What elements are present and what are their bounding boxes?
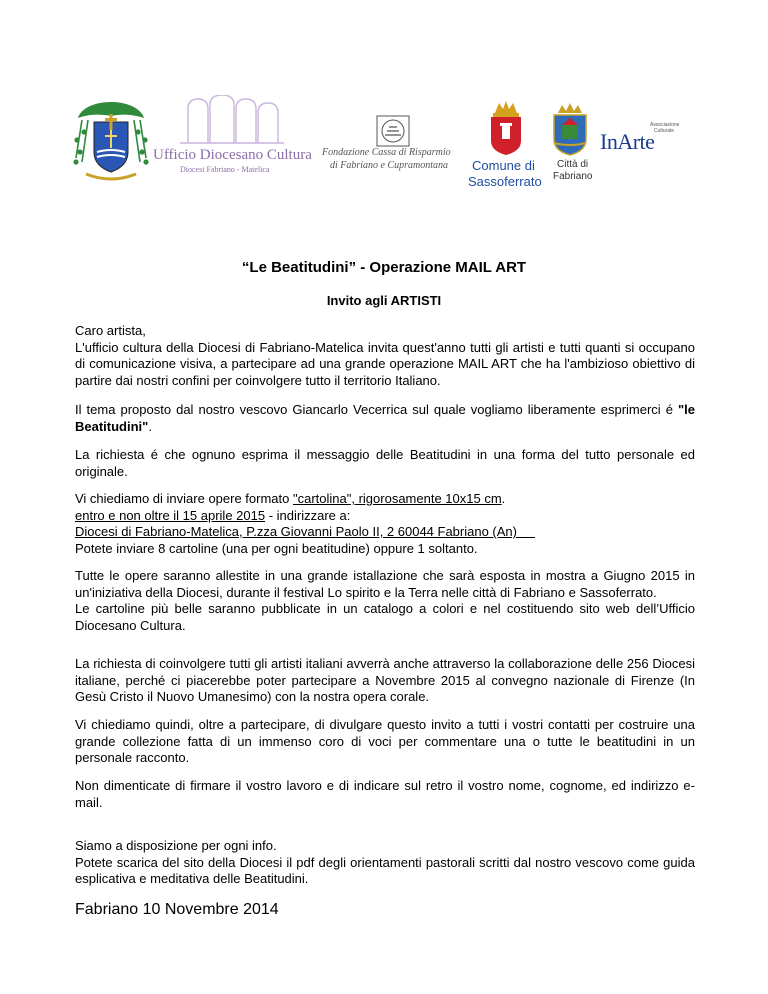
paragraph-deadline (75, 508, 695, 525)
format-text: Vi chiediamo di inviare opere formato (75, 491, 293, 506)
theme-bold: "le Beatitudini" (75, 402, 695, 434)
comune-line1: Comune di (472, 158, 535, 173)
format-underlined: "cartolina", rigorosamente 10x15 cm (293, 491, 502, 506)
inarte-small-label-2: Culturale (654, 128, 675, 134)
paragraph-info: Siamo a disposizione per ogni info. (75, 838, 277, 853)
body-block-6 (75, 656, 695, 706)
body-block-3 (75, 447, 695, 480)
document-subtitle: Invito agli ARTISTI (326, 293, 442, 308)
paragraph-share: Vi chiediamo quindi, oltre a partecipare, di divulgare questo invito a tutti i vostri contatti per costruire una grande collezione fatta di un immenso coro di voci per commentare una o tutte le beatitudini in un personale racconto. (75, 717, 695, 765)
body-block-5 (75, 568, 695, 634)
theme-end: . (148, 418, 152, 434)
paragraph-pdf: Potete scarica del sito della Diocesi il pdf degli orientamenti pastorali scritti dal nostro vescovo come guida esplicativa e meditativa delle Beatitudini. (75, 854, 695, 886)
inarte-small-label-1: Associazione (650, 122, 680, 128)
deadline-text: - indirizzare a: (265, 507, 351, 523)
citta-line1: Città di (557, 159, 589, 170)
greeting: Caro artista, (75, 323, 146, 338)
paragraph-address (75, 524, 695, 541)
format-end: . (501, 491, 506, 506)
body-block-7 (75, 717, 695, 767)
document-title: “Le Beatitudini” - Operazione MAIL ART (241, 259, 527, 276)
fondazione-subtitle: di Fabriano e Cupramontana (330, 160, 449, 171)
fondazione-title: Fondazione Cassa di Risparmio (322, 147, 451, 158)
paragraph-theme (75, 402, 695, 435)
fondazione-emblem-logo (376, 115, 410, 147)
ufficio-title: Ufficio Diocesano Cultura (153, 147, 312, 163)
body-block-8 (75, 778, 695, 811)
paragraph-format (75, 491, 695, 508)
body-block-2 (75, 402, 695, 435)
bishop-coat-of-arms-logo (72, 100, 150, 185)
paragraph-dioceses: La richiesta di coinvolgere tutti gli artisti italiani avverrà anche attraverso la collaborazione delle 256 Diocesi italiane, perché ci piacerebbe poter partecipare a Novembre 2015 al convegno nazionale di Firenze (In Gesù Cristo il Nuovo Umanesimo) con la nostra opera corale. (75, 656, 695, 704)
paragraph-quantity: Potete inviare 8 cartoline (una per ogni beatitudine) oppure 1 soltanto. (75, 540, 478, 556)
document-date: Fabriano 10 Novembre 2014 (75, 901, 279, 918)
ufficio-emblem-logo (178, 95, 286, 145)
address-underlined: Diocesi di Fabriano-Matelica, P.zza Giovanni Paolo II, 2 60044 Fabriano (An) (75, 524, 536, 539)
ufficio-subtitle: Diocesi Fabriano - Matelica (180, 165, 270, 174)
comune-line2: Sassoferrato (468, 174, 542, 189)
sassoferrato-crest-logo (487, 99, 525, 157)
paragraph-catalog: Le cartoline più belle saranno pubblicate in un catalogo a colori e nel costituendo sito web dell’Ufficio Diocesano Cultura. (75, 601, 695, 633)
fabriano-crest-logo (550, 103, 590, 157)
body-block-9 (75, 838, 695, 888)
body-block-1 (75, 323, 695, 389)
deadline-underlined: entro e non oltre il 15 aprile 2015 (75, 507, 266, 523)
body-block-4 (75, 491, 695, 557)
citta-line2: Fabriano (553, 171, 593, 182)
paragraph-exhibition: Tutte le opere saranno allestite in una grande istallazione che sarà esposta in mostra a Giugno 2015 in un'iniziativa della Diocesi, durante il festival Lo spirito e la Terra nelle città di Fabriano e Sassoferrato. (75, 568, 695, 600)
paragraph-sign: Non dimenticate di firmare il vostro lavoro e di indicare sul retro il vostro nome, cognome, ed indirizzo e-mail. (75, 778, 695, 810)
paragraph-request: La richiesta é che ognuno esprima il messaggio delle Beatitudini in una forma del tutto personale ed originale. (75, 447, 695, 479)
inarte-name: InArte (600, 129, 655, 154)
theme-text: Il tema proposto dal nostro vescovo Giancarlo Vecerrica sul quale vogliamo liberamente esprimerci é (75, 402, 678, 417)
paragraph-intro: L'ufficio cultura della Diocesi di Fabriano-Matelica invita quest'anno tutti gli artisti e tutti quanti si occupano di comunicazione visiva, a partecipare ad una grande operazione MAIL ART che ha l'ambizioso obiettivo di partire dai nostri confini per coinvolgere tutto il territorio Italiano. (75, 339, 695, 388)
logo-row (0, 95, 768, 195)
